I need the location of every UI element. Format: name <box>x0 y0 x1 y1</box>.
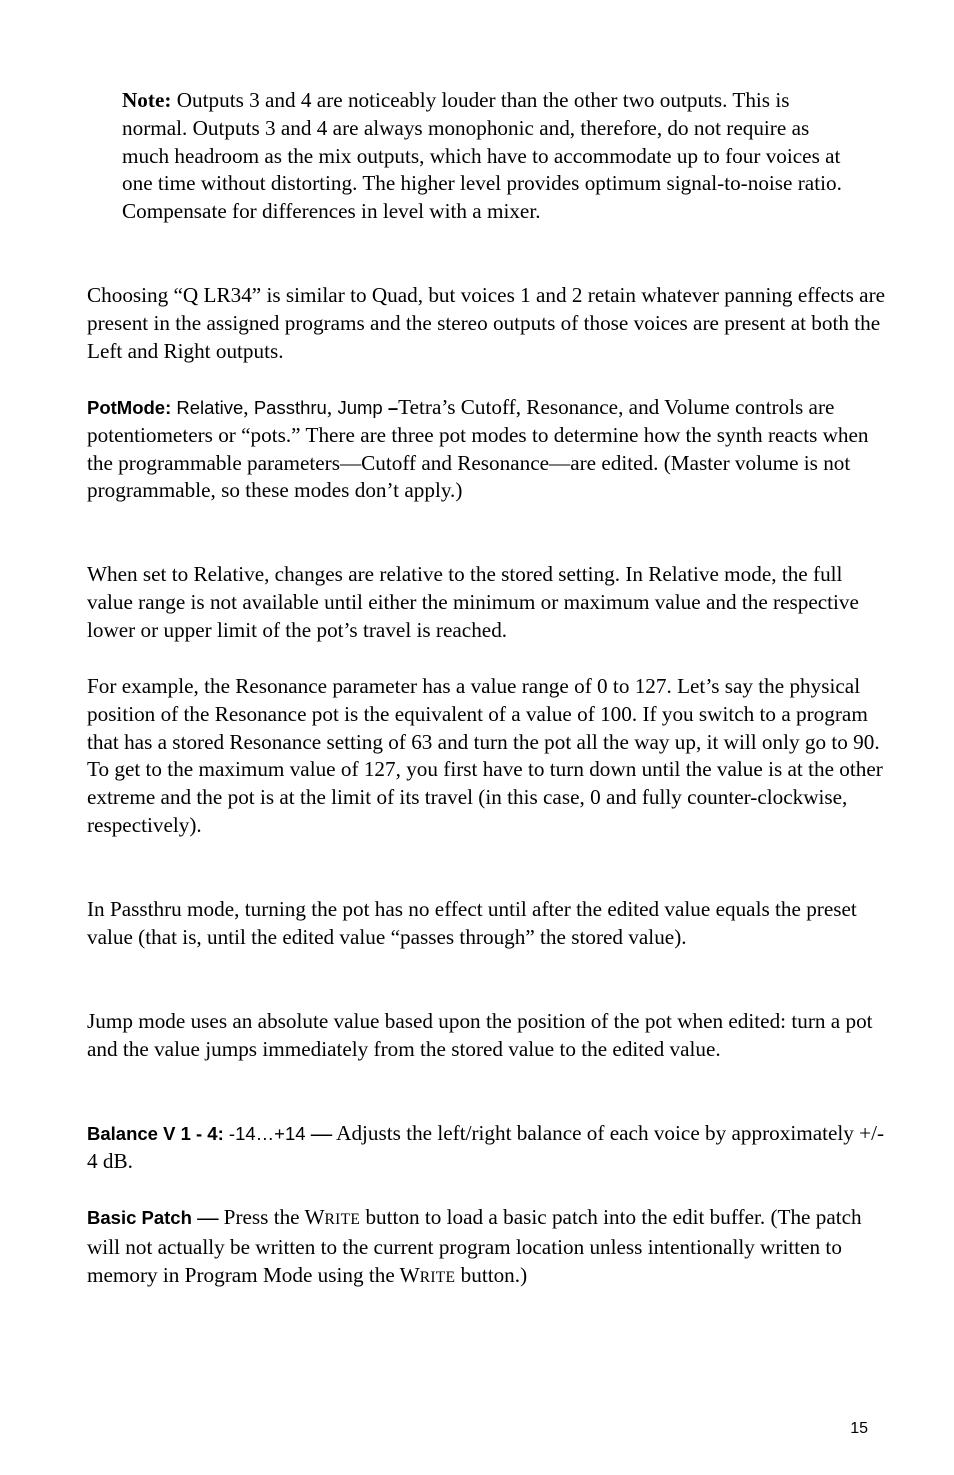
note-paragraph <box>122 87 852 226</box>
potmode-paragraph <box>87 394 887 505</box>
potmode-option-relative: Relative <box>171 397 244 418</box>
basic-patch-label: Basic Patch <box>87 1207 192 1228</box>
potmode-separator: , <box>326 395 338 419</box>
relative-paragraph: When set to Relative, changes are relative to the stored setting. In Relative mode, the full value range is not available until either the minimum or maximum value and the respective lower or upper limit of the pot’s travel is reached. <box>87 562 859 642</box>
potmode-label: PotMode: <box>87 397 172 418</box>
qlr34-paragraph: Choosing “Q LR34” is similar to Quad, but voices 1 and 2 retain whatever panning effects are present in the assigned programs and the stereo outputs of those voices are present at both the Left and Right outputs. <box>87 283 886 363</box>
balance-range: -14…+14 <box>223 1123 306 1144</box>
balance-paragraph <box>87 1120 887 1176</box>
potmode-dash: – <box>382 397 399 418</box>
potmode-option-passthru: Passthru <box>253 397 327 418</box>
potmode-text: Tetra’s Cutoff, Resonance, and Volume controls are potentiometers or “pots.” There are three pot modes to determine how the synth reacts when the programmable parameters—Cutoff and Resonance—are edited. (Master volume is not programmable, so these modes don’t apply.) <box>87 395 869 503</box>
write-small-caps: RITE <box>419 1268 456 1286</box>
jump-paragraph: Jump mode uses an absolute value based upon the position of the pot when edited: turn a pot and the value jumps immediately from the stored value to the edited value. <box>87 1009 873 1061</box>
basic-patch-text: button.) <box>455 1262 528 1287</box>
example-paragraph: For example, the Resonance parameter has a value range of 0 to 127. Let’s say the physical position of the Resonance pot is the equivalent of a value of 100. If you switch to a program that has a stored Resonance setting of 63 and turn the pot all the way up, it will only go to 90. To get to the maximum value of 127, you first have to turn down until the value is at the other extreme and the pot is at the limit of its travel (in this case, 0 and fully counter-clockwise, respectively). <box>87 674 883 837</box>
balance-dash: — <box>305 1121 333 1145</box>
basic-patch-paragraph <box>87 1204 887 1291</box>
write-small-caps: RITE <box>324 1211 361 1228</box>
balance-text: Adjusts the left/right balance of each voice by approximately +/- 4 dB. <box>87 1121 885 1173</box>
passthru-paragraph: In Passthru mode, turning the pot has no effect until after the edited value equals the preset value (that is, until the edited value “passes through” the stored value). <box>87 897 857 949</box>
basic-patch-dash: — <box>191 1205 219 1229</box>
note-label: Note: <box>122 88 172 112</box>
page-number: 15 <box>850 1420 868 1437</box>
potmode-separator: , <box>243 395 254 419</box>
potmode-option-jump: Jump <box>337 397 383 418</box>
basic-patch-text: Press the W <box>218 1205 325 1229</box>
note-text: Outputs 3 and 4 are noticeably louder than the other two outputs. This is normal. Outputs 3 and 4 are always monophonic and, therefore, do not require as much headroom as the mix outputs, which have to accommodate up to four voices at one time without distorting. The higher level provides optimum signal-to-noise ratio. Compensate for differences in level with a mixer. <box>122 88 842 224</box>
basic-patch-text: button to load a basic patch into the edit buffer. (The patch will not actually be written to the current program location unless intentionally written to memory in Program Mode using the W <box>87 1205 862 1287</box>
balance-label: Balance V 1 - 4: <box>87 1123 224 1144</box>
